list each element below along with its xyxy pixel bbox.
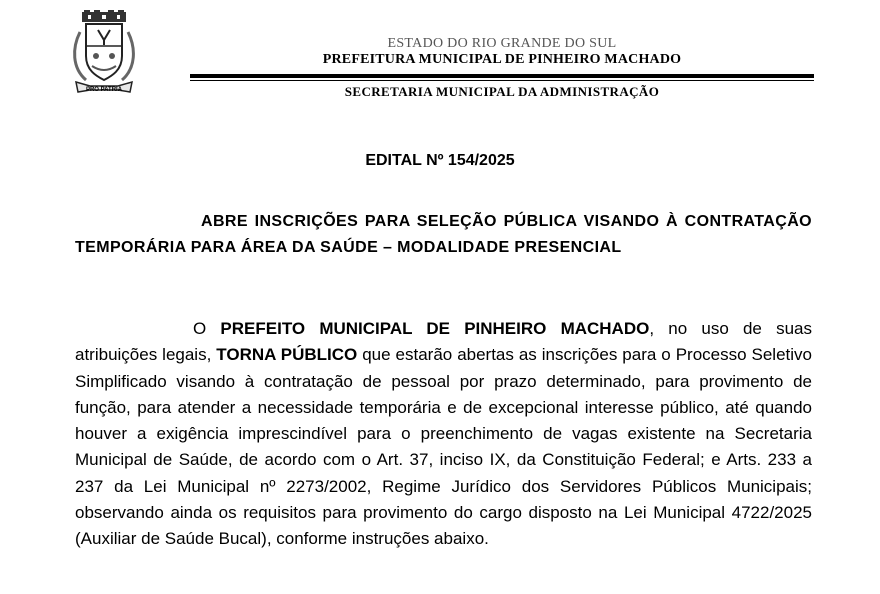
- header-divider-thin: [190, 80, 814, 81]
- body-text-1: O: [193, 319, 221, 338]
- state-name: ESTADO DO RIO GRANDE DO SUL: [387, 36, 617, 51]
- crest-motto: PRO PATRIA: [85, 87, 123, 93]
- body-bold-torna-publico: TORNA PÚBLICO: [216, 345, 358, 365]
- document-title: EDITAL Nº 154/2025: [365, 152, 515, 169]
- body-bold-prefeito: PREFEITO MUNICIPAL DE PINHEIRO MACHADO: [220, 319, 650, 338]
- body-text-3: que estarão abertas as inscrições para o Processo Seletivo Simplificado visando à contratação de pessoal por prazo determinado, para provimento de função, para atender a necessidade temporária e de excepcional interesse público, até quando houver a exigência imprescindível para o preenchimento de vagas existente na Secretaria Municipal de Saúde, de acordo com o Art. 37, inciso IX, da Constituição Federal; e Arts. 233 a 237 da Lei Municipal nº 2273/2002, Regime Jurídico dos Servidores Públicos Municipais; observando ainda os requisitos para provimento do cargo disposto na Lei Municipal 4722/2025 (Auxiliar de Saúde Bucal), conforme instruções abaixo.: [75, 345, 812, 549]
- header-divider-thick: [190, 74, 814, 78]
- body-text-2: , no uso de suas atribuições legais,: [75, 319, 812, 365]
- municipal-coat-of-arms: [70, 10, 138, 96]
- prefeitura-name: PREFEITURA MUNICIPAL DE PINHEIRO MACHADO: [322, 52, 682, 67]
- letterhead: [190, 36, 814, 68]
- coat-of-arms-icon: [70, 10, 138, 96]
- document-body-paragraph: [75, 316, 812, 553]
- secretaria-name: SECRETARIA MUNICIPAL DA ADMINISTRAÇÃO: [344, 84, 660, 99]
- document-ementa: ABRE INSCRIÇÕES PARA SELEÇÃO PÚBLICA VISANDO À CONTRATAÇÃO TEMPORÁRIA PARA ÁREA DA SAÚDE – MODALIDADE PRESENCIAL: [75, 213, 812, 256]
